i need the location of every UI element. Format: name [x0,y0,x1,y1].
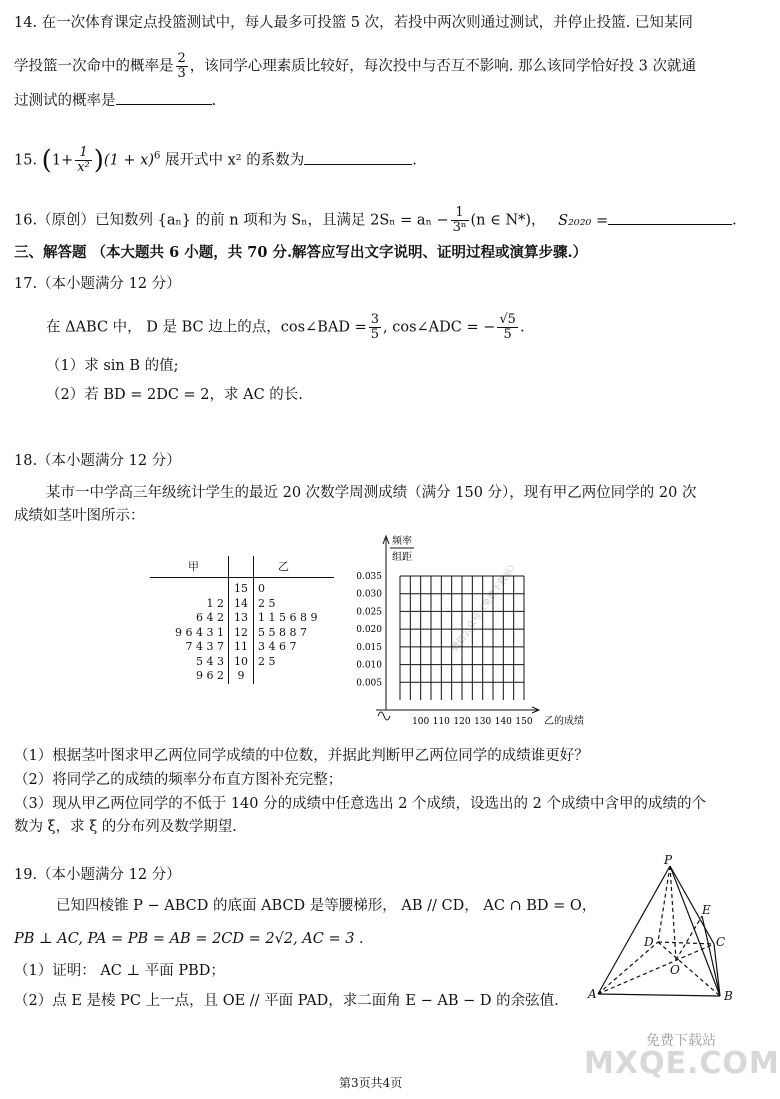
q19-stmt1: 已知四棱锥 P − ABCD 的底面 ABCD 是等腰梯形， AB // CD， AC ∩ BD = O， [56,898,597,914]
q14-fraction [176,52,188,81]
q15-end: . [412,152,417,169]
stem-leaf-right-rule [253,556,254,684]
stem-leaf-right-leaves: 2 5 [258,596,276,610]
stem-leaf-left-leaves: 9 6 4 3 1 [175,625,224,639]
stem-leaf-stem: 9 [237,669,245,682]
pyramid-figure [584,853,744,1016]
stem-leaf-left-leaves: 6 4 2 [196,611,224,624]
y-tick-label: 0.010 [356,660,382,671]
q18-part1: （1）根据茎叶图求甲乙两位同学成绩的中位数，并据此判断甲乙两位同学的成绩谁更好？ [14,748,589,764]
q15-answer-blank[interactable] [304,150,412,165]
q19-head: 19.（本小题满分 12 分） [14,867,181,883]
stem-leaf-stem: 10 [234,654,248,668]
q19-stmt2: PB ⊥ AC, PA = PB = AB = 2CD = 2√2, AC = 3 . [14,931,364,947]
q17-fraction1 [369,313,381,342]
x-tick-label: 100 [412,717,430,727]
stem-leaf-left-rule [228,556,229,684]
label-O: O [670,963,680,977]
page-footer: 第3页共4页 [339,1076,403,1090]
stem-leaf-stem: 12 [234,625,248,639]
q18-part3b: 数为 ξ，求 ξ 的分布列及数学期望. [14,819,237,835]
axis-break [378,712,390,720]
q16-end: . [732,212,737,229]
q16-text1: 16.（原创）已知数列 {aₙ} 的前 n 项和为 Sₙ，且满足 2Sₙ = aₙ − [14,212,449,229]
stem-leaf-right-leaves: 0 [258,582,265,595]
chart-watermark: 微信公众号《免费下载站》 [450,559,521,654]
q15-frac-num: 1 [75,146,92,161]
q19-part2: （2）点 E 是棱 PC 上一点，且 OE // 平面 PAD，求二面角 E − AB − D 的余弦值. [14,993,559,1009]
q14-answer-blank[interactable] [116,90,212,105]
q17-f2-num: √5 [499,312,516,327]
q17-part2: （2）若 BD = 2DC = 2，求 AC 的长. [46,387,303,403]
q15-fraction [75,146,92,175]
x-tick-label: 120 [453,717,471,727]
y-tick-label: 0.025 [356,607,382,618]
stem-leaf-top-rule [150,577,334,578]
label-D: D [644,935,654,949]
stem-leaf-plot [150,556,340,686]
q17-stmt-a: 在 ΔABC 中， D 是 BC 边上的点，cos∠BAD = [46,319,367,336]
q14-frac-num: 2 [177,51,186,66]
frequency-histogram [348,532,598,727]
q15-number: 15. [14,152,38,169]
label-E: E [702,903,711,917]
q14-line2a: 学投篮一次命中的概率是 [14,58,174,75]
y-tick-label: 0.035 [356,572,382,582]
q17-part1: （1）求 sin B 的值; [46,358,179,374]
q17-statement [46,313,525,342]
q15-lparen: ( [41,145,52,176]
stem-leaf-stem: 14 [234,596,248,610]
edge-DC [658,942,714,944]
stem-leaf-stem: 15 [234,582,248,595]
section3-heading: 三、解答题 （本大题共 6 小题，共 70 分.解答应写出文字说明、证明过程或演算步骤.） [14,244,588,261]
edge-PA [598,866,670,994]
q16-line [14,206,737,235]
q16-frac-den: 3ⁿ [452,220,467,235]
stem-leaf-left-leaves: 5 4 3 [196,654,224,668]
stem-leaf-right-leaves: 1 1 5 6 8 9 [258,611,318,624]
y-tick-label: 0.020 [356,625,382,636]
q14-frac-den: 3 [177,66,186,81]
q14-line3-text: 过测试的概率是 [14,93,116,109]
x-tick-label: 150 [515,717,533,727]
q16-text2: (n ∈ N*)， [470,212,546,229]
q17-stmt-b: , cos∠ADC = − [383,319,496,336]
x-tick-label: 140 [494,717,512,727]
stem-leaf-right-leaves: 5 5 8 8 7 [258,625,307,639]
x-tick-label: 130 [474,717,492,727]
stem-leaf-left-leaves: 7 4 3 7 [185,640,224,653]
q15-exponent: 6 [154,150,161,162]
stem-leaf-right-label: 乙 [278,560,289,573]
watermark-text: 免费下载站 [646,1033,716,1049]
q18-intro2: 成绩如茎叶图所示： [14,508,145,524]
q16-s2020: S₂₀₂₀ = [558,212,609,229]
label-P: P [664,853,673,867]
q15-one: 1+ [51,152,74,169]
q17-stmt-end: . [519,319,525,336]
x-tick-label: 110 [432,717,450,727]
label-A: A [588,987,597,1001]
q15-second-factor: (1 + x) [103,152,154,169]
q14-line3-end: . [211,93,217,109]
stem-leaf-left-label: 甲 [188,560,199,573]
y-tick-label: 0.030 [356,589,382,600]
edge-AB [598,994,720,996]
y-tick-label: 0.015 [356,642,382,653]
edge-AC [598,944,714,994]
q18-intro1: 某市一中学高三年级统计学生的最近 20 次数学周测成绩（满分 150 分），现有甲乙两位同学的 20 次 [46,485,697,501]
stem-leaf-left-leaves: 9 6 2 [196,669,224,682]
q17-head: 17.（本小题满分 12 分） [14,276,181,292]
q17-f2-den: 5 [503,327,512,342]
q14-line2 [14,52,696,81]
q16-fraction [451,206,469,235]
y-label-top: 频率 [392,536,412,547]
edge-AD [598,942,658,994]
q16-answer-blank[interactable] [608,210,732,225]
q15-rparen: ) [93,145,104,176]
stem-leaf-right-leaves: 3 4 6 7 [258,640,297,653]
q19-part1: （1）证明： AC ⊥ 平面 PBD； [14,963,225,979]
q17-fraction2 [497,313,518,342]
stem-leaf-stem: 13 [234,611,248,624]
label-C: C [716,935,726,949]
q16-frac-num: 1 [451,206,469,221]
y-label-bottom: 组距 [392,552,412,563]
q18-head: 18.（本小题满分 12 分） [14,453,181,469]
q17-f1-num: 3 [370,312,379,327]
y-tick-label: 0.005 [356,678,382,689]
q17-f1-den: 5 [370,327,379,342]
q14-line3 [14,90,216,111]
edge-DB [658,942,720,996]
q15-frac-den: x² [77,160,90,175]
q15-text: 展开式中 x² 的系数为 [164,152,305,169]
stem-leaf-left-leaves: 1 2 [206,596,224,610]
label-B: B [724,989,733,1003]
stem-leaf-right-leaves: 2 5 [258,654,276,668]
stem-leaf-stem: 11 [234,640,248,653]
q15-line [14,146,417,175]
x-label: 乙的成绩 [544,716,584,727]
q14-line1: 14. 在一次体育课定点投篮测试中，每人最多可投篮 5 次，若投中两次则通过测试，并停止投篮. 已知某同 [14,15,693,31]
q18-part3a: （3）现从甲乙两位同学的不低于 140 分的成绩中任意选出 2 个成绩，设选出的 2 个成绩中含甲的成绩的个 [14,796,707,812]
q14-line2b: ，该同学心理素质比较好，每次投中与否互不影响. 那么该同学恰好投 3 次就通 [189,58,696,75]
q18-part2: （2）将同学乙的成绩的频率分布直方图补充完整； [14,772,343,788]
site-watermark: MXQE.COM [584,1046,780,1081]
